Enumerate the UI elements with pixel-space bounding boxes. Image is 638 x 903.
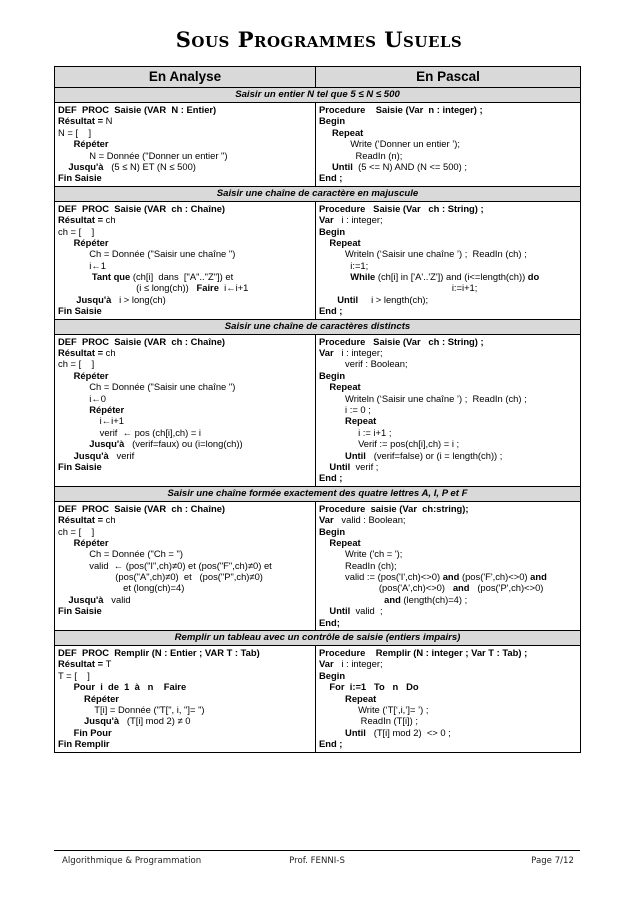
code-line: [319, 237, 577, 248]
code-text: [58, 727, 74, 738]
code-keyword: Résultat =: [58, 115, 106, 127]
code-line: [319, 226, 577, 237]
code-line: [58, 271, 312, 282]
code-line: [319, 248, 577, 259]
code-text: (pos('F',ch)<>0): [459, 571, 531, 583]
code-text: [58, 294, 76, 305]
code-line: [58, 503, 312, 514]
table-body: [55, 88, 581, 753]
code-line: [58, 214, 312, 225]
code-keyword: Répéter: [73, 369, 109, 381]
code-line: [319, 347, 577, 358]
code-keyword: Var: [319, 514, 334, 526]
code-keyword: DEF PROC Remplir (N : Entier ; VAR T : Tab): [58, 647, 260, 659]
code-line: [58, 161, 312, 172]
code-text: [58, 161, 68, 172]
code-line: [58, 305, 312, 316]
code-text: (pos('A',ch)<>0): [319, 582, 453, 594]
code-keyword: Répéter: [73, 138, 109, 150]
code-text: Writeln (‘Saisir une chaîne ’) ; ReadIn (ch) ;: [319, 392, 527, 404]
code-text: [319, 537, 329, 548]
code-line: [319, 305, 577, 316]
code-line: [58, 727, 312, 738]
code-keyword: Procedure saisie (Var ch:string);: [319, 502, 469, 514]
code-line: [58, 237, 312, 248]
code-line: [58, 681, 312, 692]
code-line: [58, 393, 312, 404]
code-line: [319, 404, 577, 415]
code-text: [58, 693, 84, 704]
code-line: [319, 393, 577, 404]
code-text: (verif=false) or (i = length(ch)) ;: [365, 449, 503, 461]
code-text: [58, 715, 84, 726]
code-keyword: Résultat =: [58, 214, 106, 226]
code-line: [319, 203, 577, 214]
section-heading: [55, 186, 581, 201]
analysis-code-cell: [55, 334, 316, 486]
code-text: valid := (pos('I',ch)<>0): [319, 571, 443, 583]
code-text: (ch[i] dans ["A".."Z"]) et: [130, 271, 234, 283]
code-text: [319, 127, 332, 138]
code-keyword: Résultat =: [58, 347, 106, 359]
code-text: (5 <= N) AND (N <= 500) ;: [352, 160, 467, 172]
code-line: [58, 658, 312, 669]
code-keyword: Résultat =: [58, 658, 106, 670]
code-line: [319, 738, 577, 749]
code-line: [319, 647, 577, 658]
code-line: [319, 594, 577, 605]
code-text: [319, 450, 345, 461]
code-keyword: Pour i de 1 à n Faire: [73, 681, 187, 693]
code-line: [58, 370, 312, 381]
code-line: [319, 427, 577, 438]
code-text: ReadIn (n);: [319, 149, 403, 161]
code-text: (T[i] mod 2) ≠ 0: [119, 715, 191, 727]
code-keyword: End ;: [319, 305, 343, 317]
code-text: verif : Boolean;: [319, 358, 408, 370]
code-line: [58, 336, 312, 347]
code-text: i←i+1: [58, 415, 124, 427]
code-line: [58, 427, 312, 438]
code-text: (5 ≤ N) ET (N ≤ 500): [103, 160, 196, 172]
code-line: [319, 271, 577, 282]
code-keyword: Repeat: [329, 381, 361, 393]
code-keyword: Until: [337, 293, 359, 305]
code-keyword: Fin Saisie: [58, 305, 102, 317]
code-line: [58, 138, 312, 149]
section-heading-row: [55, 486, 581, 501]
code-line: [58, 514, 312, 525]
code-text: [58, 370, 74, 381]
code-line: [319, 214, 577, 225]
section-body-row: [55, 501, 581, 630]
code-line: [319, 548, 577, 559]
code-text: (ch[i] in ['A'..'Z']) and (i<=length(ch)): [375, 271, 528, 283]
code-keyword: End;: [319, 616, 340, 628]
code-keyword: Tant que: [91, 271, 131, 283]
code-line: [319, 172, 577, 183]
code-text: ReadIn (T[i]) ;: [319, 715, 418, 727]
code-keyword: Until: [329, 460, 351, 472]
code-text: ch: [105, 514, 116, 526]
code-text: et (long(ch)=4): [58, 582, 185, 594]
code-keyword: DEF PROC Saisie (VAR ch : Chaîne): [58, 502, 226, 514]
code-text: [58, 404, 89, 415]
code-line: [58, 647, 312, 658]
code-text: i > length(ch);: [358, 293, 429, 305]
code-line: [58, 104, 312, 115]
code-text: (T[i] mod 2) <> 0 ;: [365, 726, 451, 738]
code-keyword: Répéter: [84, 692, 119, 704]
code-keyword: DEF PROC Saisie (VAR ch : Chaîne): [58, 202, 226, 214]
pascal-code-cell: [316, 334, 581, 486]
analysis-code-cell: [55, 646, 316, 753]
code-text: i : integer;: [333, 214, 383, 226]
section-heading-text: Saisir un entier N tel que 5 ≤ N ≤ 500: [235, 89, 400, 101]
code-text: Verif := pos(ch[i],ch) = i ;: [319, 438, 460, 450]
code-line: [58, 438, 312, 449]
code-text: [58, 271, 92, 282]
code-text: i := 0 ;: [319, 403, 371, 415]
section-heading-text: Saisir une chaîne formée exactement des quatre lettres A, I, P et F: [167, 488, 468, 500]
code-line: [319, 438, 577, 449]
section-heading-row: [55, 186, 581, 201]
code-line: [319, 605, 577, 616]
section-heading-text: Saisir une chaîne de caractère en majuscule: [216, 188, 419, 200]
code-keyword: Repeat: [332, 126, 364, 138]
code-line: [58, 461, 312, 472]
section-heading-row: [55, 631, 581, 646]
code-keyword: and: [530, 571, 547, 583]
code-keyword: Procedure Saisie (Var ch : String) ;: [319, 202, 484, 214]
code-keyword: Procedure Saisie (Var n : integer) ;: [319, 104, 483, 115]
code-text: i > long(ch): [111, 293, 166, 305]
code-text: T = [ ]: [58, 669, 90, 681]
footer-course: Algorithmique & Programmation: [62, 856, 202, 866]
code-text: [58, 681, 74, 692]
code-text: ch: [105, 347, 116, 359]
code-line: [58, 248, 312, 259]
code-line: [319, 381, 577, 392]
page-title: Sous Programmes Usuels: [175, 27, 463, 52]
pascal-code-cell: [316, 103, 581, 187]
code-line: [58, 693, 312, 704]
code-line: [58, 226, 312, 237]
code-keyword: do: [527, 271, 540, 283]
code-line: [319, 704, 577, 715]
code-line: [58, 415, 312, 426]
code-text: Writeln (‘Saisir une chaîne ’) ; ReadIn (ch) ;: [319, 248, 527, 260]
code-text: verif: [108, 449, 135, 461]
code-line: [319, 358, 577, 369]
code-line: [319, 715, 577, 726]
code-text: [58, 138, 74, 149]
code-keyword: Var: [319, 214, 334, 226]
code-line: [319, 693, 577, 704]
code-line: [319, 617, 577, 628]
code-keyword: Until: [345, 726, 366, 738]
code-text: ch = [ ]: [58, 225, 95, 237]
code-line: [319, 472, 577, 483]
code-keyword: Jusqu'à: [68, 593, 104, 605]
code-line: [58, 450, 312, 461]
section-heading: [55, 631, 581, 646]
code-line: [58, 358, 312, 369]
code-keyword: Répéter: [89, 403, 125, 415]
page-footer: [54, 850, 580, 866]
code-text: verif ;: [350, 460, 379, 472]
code-keyword: and: [384, 593, 401, 605]
code-keyword: Repeat: [329, 236, 361, 248]
code-line: [58, 704, 312, 715]
code-keyword: End ;: [319, 472, 343, 484]
code-text: [319, 727, 345, 738]
code-keyword: While: [350, 271, 376, 283]
analysis-code-cell: [55, 103, 316, 187]
code-text: N: [105, 115, 113, 127]
code-keyword: Until: [332, 160, 353, 172]
code-line: [58, 282, 312, 293]
code-keyword: End ;: [319, 172, 343, 184]
code-line: [58, 715, 312, 726]
code-text: [319, 381, 329, 392]
code-line: [319, 461, 577, 472]
code-keyword: Repeat: [345, 415, 377, 427]
table-header-row: [55, 67, 581, 88]
code-text: N = [ ]: [58, 126, 92, 138]
code-keyword: End ;: [319, 738, 343, 750]
code-keyword: Var: [319, 347, 334, 359]
code-line: [319, 370, 577, 381]
code-text: ch = [ ]: [58, 358, 95, 370]
code-line: [58, 537, 312, 548]
pascal-code-cell: [316, 201, 581, 319]
code-text: [319, 161, 332, 172]
code-line: [58, 115, 312, 126]
section-heading-text: Remplir un tableau avec un contrôle de saisie (entiers impairs): [174, 632, 461, 644]
code-text: Ch = Donnée ("Saisir une chaîne "): [58, 248, 236, 260]
code-line: [58, 127, 312, 138]
code-text: valid : Boolean;: [333, 514, 406, 526]
code-line: [319, 115, 577, 126]
code-line: [319, 294, 577, 305]
code-keyword: Fin Pour: [73, 726, 112, 738]
code-text: i←1: [58, 259, 106, 271]
section-body-row: [55, 646, 581, 753]
code-keyword: Procedure Remplir (N : integer ; Var T : Tab) ;: [319, 647, 528, 659]
code-keyword: Procedure Saisie (Var ch : String) ;: [319, 335, 484, 347]
code-line: [319, 503, 577, 514]
section-heading: [55, 88, 581, 103]
code-line: [58, 172, 312, 183]
code-line: [58, 260, 312, 271]
code-text: [58, 438, 89, 449]
code-text: i : integer;: [333, 347, 383, 359]
code-text: verif ← pos (ch[i],ch) = i: [58, 426, 202, 438]
code-line: [58, 381, 312, 392]
code-line: [58, 670, 312, 681]
code-keyword: Jusqu'à: [73, 449, 109, 461]
code-keyword: Répéter: [73, 536, 109, 548]
code-line: [319, 560, 577, 571]
code-line: [319, 582, 577, 593]
code-text: valid ;: [350, 605, 383, 617]
code-line: [319, 450, 577, 461]
code-text: (pos("A",ch)≠0) et (pos("P",ch)≠0): [58, 571, 263, 583]
code-text: Ch = Donnée ("Ch = "): [58, 548, 183, 560]
code-keyword: and: [452, 582, 470, 594]
code-line: [319, 526, 577, 537]
code-text: T: [105, 658, 112, 670]
code-keyword: DEF PROC Saisie (VAR N : Entier): [58, 104, 217, 115]
code-keyword: Repeat: [329, 536, 361, 548]
footer-page-number: Page 7/12: [531, 856, 574, 866]
code-text: ch = [ ]: [58, 525, 95, 537]
code-line: [319, 336, 577, 347]
code-text: [319, 605, 329, 616]
header-analysis: En Analyse: [55, 67, 316, 88]
header-pascal: En Pascal: [316, 67, 581, 88]
code-line: [58, 560, 312, 571]
section-heading-row: [55, 88, 581, 103]
code-line: [319, 150, 577, 161]
code-line: [58, 294, 312, 305]
code-keyword: Repeat: [345, 692, 377, 704]
section-body-row: [55, 103, 581, 187]
code-line: [58, 150, 312, 161]
code-text: [319, 461, 329, 472]
code-line: [319, 658, 577, 669]
code-line: [319, 161, 577, 172]
code-text: Write (‘T[‘,i,’]= ’) ;: [319, 703, 429, 715]
code-text: [58, 237, 74, 248]
code-text: i←i+1: [218, 282, 249, 294]
code-text: valid: [103, 593, 131, 605]
section-body-row: [55, 201, 581, 319]
code-text: i := i+1 ;: [319, 426, 392, 438]
code-keyword: Résultat =: [58, 514, 106, 526]
code-text: ReadIn (ch);: [319, 559, 397, 571]
code-text: (pos('P',ch)<>0): [469, 582, 544, 594]
code-text: i:=i+1;: [319, 282, 478, 294]
code-text: [319, 237, 329, 248]
code-text: [319, 594, 384, 605]
code-line: [319, 727, 577, 738]
code-keyword: Begin: [319, 225, 346, 237]
pascal-code-cell: [316, 501, 581, 630]
code-line: [319, 514, 577, 525]
code-keyword: Faire: [196, 282, 219, 294]
code-keyword: Begin: [319, 369, 346, 381]
code-keyword: Répéter: [73, 236, 109, 248]
code-line: [319, 104, 577, 115]
code-line: [58, 571, 312, 582]
code-text: (length(ch)=4) ;: [400, 593, 468, 605]
code-text: i:=1;: [319, 259, 369, 271]
code-keyword: Var: [319, 658, 334, 670]
comparison-table: [54, 66, 581, 753]
code-keyword: Jusqu'à: [89, 438, 125, 450]
code-line: [319, 282, 577, 293]
code-text: Ch = Donnée ("Saisir une chaîne "): [58, 381, 236, 393]
code-line: [319, 670, 577, 681]
code-keyword: Until: [329, 605, 351, 617]
analysis-code-cell: [55, 201, 316, 319]
pascal-code-cell: [316, 646, 581, 753]
code-line: [319, 415, 577, 426]
code-keyword: Begin: [319, 115, 346, 127]
code-line: [58, 605, 312, 616]
section-heading: [55, 319, 581, 334]
code-text: i : integer;: [333, 658, 383, 670]
code-keyword: Fin Remplir: [58, 738, 110, 750]
section-body-row: [55, 334, 581, 486]
code-text: N = Donnée ("Donner un entier "): [58, 149, 228, 161]
code-text: T[i] = Donnée ("T[", i, "]= "): [58, 703, 205, 715]
code-line: [58, 738, 312, 749]
code-text: Write (‘Donner un entier ’);: [319, 138, 461, 150]
section-heading-row: [55, 319, 581, 334]
code-keyword: Jusqu'à: [84, 715, 120, 727]
code-line: [58, 203, 312, 214]
code-line: [319, 138, 577, 149]
code-line: [319, 537, 577, 548]
section-heading: [55, 486, 581, 501]
code-text: Write ('ch = ');: [319, 548, 403, 560]
code-keyword: Until: [345, 449, 366, 461]
analysis-code-cell: [55, 501, 316, 630]
code-line: [319, 571, 577, 582]
code-text: [319, 693, 345, 704]
code-line: [58, 548, 312, 559]
code-line: [58, 347, 312, 358]
code-text: [58, 450, 74, 461]
code-line: [58, 404, 312, 415]
code-line: [319, 127, 577, 138]
code-keyword: Begin: [319, 669, 346, 681]
code-keyword: For i:=1 To n Do: [329, 681, 419, 693]
code-text: [319, 681, 329, 692]
code-keyword: Jusqu'à: [76, 293, 112, 305]
code-line: [319, 260, 577, 271]
code-text: (i ≤ long(ch)): [58, 282, 197, 294]
code-text: [319, 415, 345, 426]
code-line: [58, 594, 312, 605]
code-keyword: Jusqu'à: [68, 160, 104, 172]
code-line: [319, 681, 577, 692]
code-text: [58, 594, 68, 605]
code-keyword: and: [442, 571, 460, 583]
code-keyword: Fin Saisie: [58, 460, 102, 472]
code-text: [319, 271, 350, 282]
code-text: [58, 537, 74, 548]
code-keyword: Begin: [319, 525, 346, 537]
code-text: ch: [105, 214, 116, 226]
code-text: (verif=faux) ou (i=long(ch)): [124, 438, 243, 450]
code-text: valid ← (pos("I",ch)≠0) et (pos("F",ch)≠0) et: [58, 559, 272, 571]
code-text: i←0: [58, 392, 106, 404]
code-keyword: DEF PROC Saisie (VAR ch : Chaîne): [58, 335, 226, 347]
code-keyword: Fin Saisie: [58, 172, 102, 184]
code-line: [58, 582, 312, 593]
footer-author: Prof. FENNI-S: [289, 856, 345, 866]
code-keyword: Fin Saisie: [58, 605, 102, 617]
section-heading-text: Saisir une chaîne de caractères distincts: [224, 320, 411, 332]
code-text: [319, 294, 337, 305]
code-line: [58, 526, 312, 537]
